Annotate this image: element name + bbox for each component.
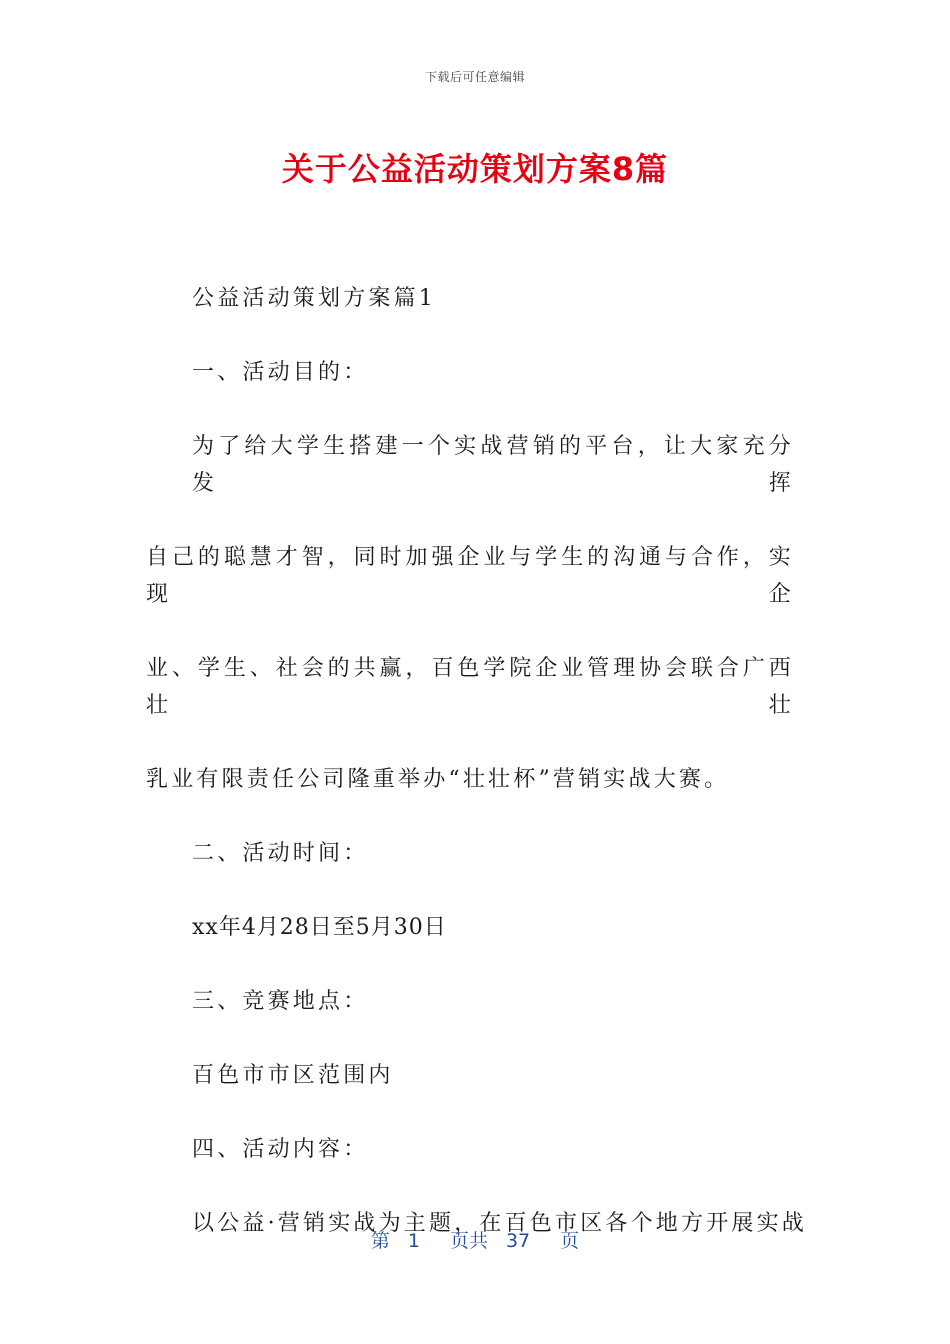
paragraph-line: 自己的聪慧才智，同时加强企业与学生的沟通与合作，实现企	[146, 545, 794, 607]
paragraph-line: 业、学生、社会的共赢，百色学院企业管理协会联合广西壮壮	[146, 656, 794, 718]
section-heading: 公益活动策划方案篇1	[192, 286, 436, 311]
paragraph	[146, 428, 794, 798]
document-body	[146, 280, 807, 1279]
header-note: 下载后可任意编辑	[424, 70, 525, 84]
section-heading: 一、活动目的：	[192, 360, 369, 385]
section-heading: 四、活动内容：	[192, 1137, 369, 1162]
section-heading: 三、竞赛地点：	[192, 989, 369, 1014]
page-number-footer	[0, 1226, 950, 1253]
document-title: 关于公益活动策划方案8篇	[281, 150, 669, 188]
paragraph-line: 为了给大学生搭建一个实战营销的平台，让大家充分发挥	[192, 434, 794, 496]
footer-mid: 页共	[449, 1230, 488, 1252]
paragraph: 以公益·营销实战为主题，在百色市区各个地方开展实战	[192, 1211, 807, 1236]
paragraph: xx年4月28日至5月30日	[192, 915, 447, 940]
footer-current-page: 1	[407, 1230, 420, 1252]
footer-prefix: 第	[370, 1230, 390, 1252]
section-heading: 二、活动时间：	[192, 841, 369, 866]
footer-suffix: 页	[560, 1230, 580, 1252]
footer-total-pages: 37	[505, 1230, 531, 1252]
paragraph-line: 乳业有限责任公司隆重举办“壮壮杯”营销实战大赛。	[146, 767, 730, 792]
paragraph: 百色市市区范围内	[192, 1063, 394, 1088]
